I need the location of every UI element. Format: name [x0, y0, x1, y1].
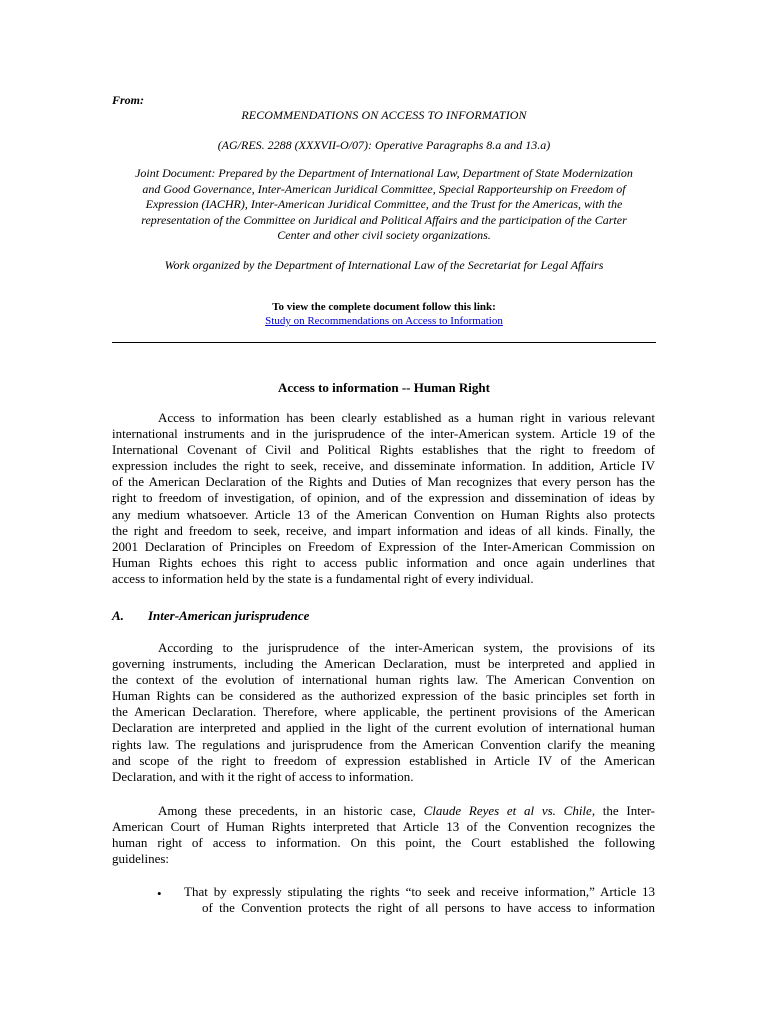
text-line: Access to information has been clearly established as a human right in various relevant	[158, 410, 655, 425]
text-line: American Court of Human Rights interpreted that Article 13 of the Convention recognizes the	[112, 819, 655, 835]
joint-line: Joint Document: Prepared by the Department of International Law, Department of State Modernization	[135, 166, 633, 180]
study-link[interactable]: Study on Recommendations on Access to Information	[265, 315, 503, 327]
paragraph-jurisprudence	[112, 640, 655, 785]
text-line: rights law. The regulations and jurisprudence from the American Convention clarify the meaning	[112, 736, 655, 752]
text-line: the right and freedom to seek, receive, and impart information and ideas of all kinds. Finally, the	[112, 522, 655, 538]
view-document-block	[112, 300, 656, 328]
subsection-heading-a	[112, 608, 309, 624]
text-line: Among these precedents, in an historic case, Claude Reyes et al vs. Chile, the Inter-	[158, 803, 656, 818]
text-line: any medium whatsoever. Article 13 of the American Convention on Human Rights also protects	[112, 506, 655, 522]
joint-line: and Good Governance, Inter-American Juridical Committee, Special Rapporteurship on Freedom of	[142, 181, 626, 196]
text-line: of the American Declaration of the Rights and Duties of Man recognizes that every person has the	[112, 474, 655, 490]
view-document-label: To view the complete document follow this link:	[272, 301, 496, 313]
joint-line: representation of the Committee on Juridical and Political Affairs and the participation of the Carter	[141, 212, 627, 227]
text-line: Human Rights echoes this right to access public information and once again underlines that	[112, 554, 655, 570]
text-line: right to freedom of investigation, of opinion, and of the expression and dissemination of ideas by	[112, 490, 655, 506]
joint-line: Expression (IACHR), Inter-American Juridical Committee, and the Trust for the Americas, with the	[145, 197, 623, 212]
joint-document-note	[112, 166, 656, 244]
text-line: According to the jurisprudence of the inter-American system, the provisions of its	[158, 640, 655, 655]
horizontal-divider	[112, 342, 656, 343]
text-line: Human Rights can be considered as the authorized expression of the basic principles set forth in	[112, 688, 655, 704]
text-line: international instruments and in the jurisprudence of the inter-American system. Article 19 of the	[112, 426, 655, 442]
text-line: That by expressly stipulating the rights “to seek and receive information,” Article 13	[184, 884, 655, 899]
text-line: guidelines:	[112, 851, 170, 867]
joint-line: Center and other civil society organizations.	[277, 228, 491, 243]
work-organized-note: Work organized by the Department of International Law of the Secretariat for Legal Affairs	[164, 258, 604, 272]
text-line: and scope of the right to freedom of expression established in Article IV of the American	[112, 752, 655, 768]
text-line: the American Declaration. Therefore, where applicable, the pertinent provisions of the American	[112, 704, 655, 720]
bullet-icon: •	[157, 886, 162, 901]
bullet-item	[184, 884, 655, 916]
text-line: the context of the evolution of international human rights law. The American Convention on	[112, 672, 655, 688]
text-line: access to information held by the state is a fundamental right of every individual.	[112, 570, 534, 586]
paragraph-precedents	[112, 803, 655, 867]
text-line: 2001 Declaration of Principles on Freedom of Expression of the Inter-American Commission on	[112, 538, 655, 554]
text-line: Declaration are interpreted and applied in the light of the current evolution of international human	[112, 720, 655, 736]
from-label: From:	[112, 93, 145, 107]
text-line: human right of access to information. On this point, the Court established the following	[112, 835, 655, 851]
resolution-reference: (AG/RES. 2288 (XXXVII-O/07): Operative Paragraphs 8.a and 13.a)	[217, 138, 551, 152]
subsection-title: Inter-American jurisprudence	[148, 608, 310, 623]
section-heading: Access to information -- Human Right	[278, 380, 490, 395]
text-line: of the Convention protects the right of all persons to have access to information	[202, 900, 655, 916]
case-name: Claude Reyes et al vs. Chile	[423, 803, 592, 818]
text-line: Declaration, and with it the right of access to information.	[112, 768, 414, 784]
paragraph-access-human-right	[112, 410, 655, 587]
text-line: expression includes the right to seek, receive, and disseminate information. In addition, Article IV	[112, 458, 655, 474]
subsection-number: A.	[112, 608, 124, 623]
text-line: governing instruments, including the American Declaration, must be interpreted and applied in	[112, 656, 655, 672]
document-title: RECOMMENDATIONS ON ACCESS TO INFORMATION	[241, 108, 527, 122]
text-line: International Covenant of Civil and Political Rights establishes that the right to freedom of	[112, 442, 655, 458]
